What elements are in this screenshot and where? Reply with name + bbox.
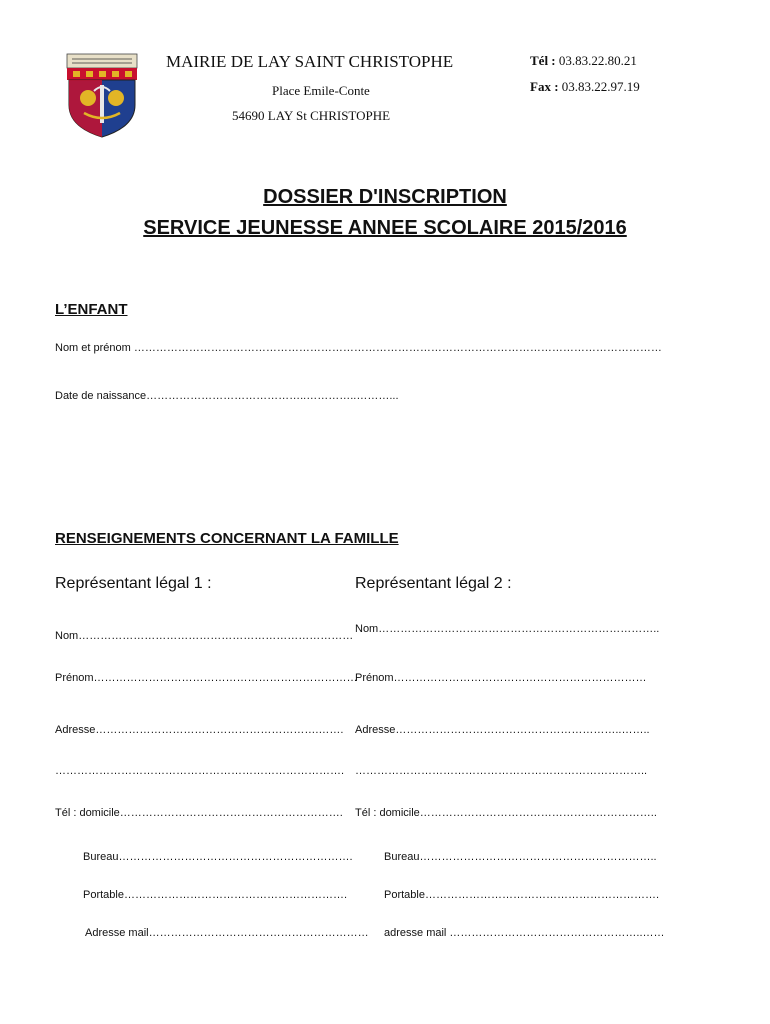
section-heading-famille: RENSEIGNEMENTS CONCERNANT LA FAMILLE <box>55 530 399 547</box>
rep1-heading: Représentant légal 1 : <box>55 575 212 592</box>
coat-of-arms-icon <box>66 53 138 139</box>
rep1-adresse-mail-field[interactable]: Adresse mail…………………………………………………… <box>85 927 369 939</box>
nom-prenom-field[interactable]: Nom et prénom ……………………………………………………………………………………………………………………………… <box>55 342 662 354</box>
mairie-name: MAIRIE DE LAY SAINT CHRISTOPHE <box>166 52 454 71</box>
fax-label: Fax : <box>530 79 559 94</box>
section-heading-enfant: L’ENFANT <box>55 301 128 318</box>
fax-value: 03.83.22.97.19 <box>561 79 640 94</box>
rep1-bureau-field[interactable]: Bureau………………………………………………………. <box>83 851 353 863</box>
rep1-tel-domicile-field[interactable]: Tél : domicile……………………………………………………. <box>55 807 343 819</box>
rep2-portable-field[interactable]: Portable………………………………………………………. <box>384 889 660 901</box>
address-line-2: 54690 LAY St CHRISTOPHE <box>232 108 391 123</box>
fax-line <box>530 79 640 95</box>
rep2-heading: Représentant légal 2 : <box>355 575 512 592</box>
address-line-1: Place Emile-Conte <box>272 83 370 98</box>
rep1-nom-field[interactable]: Nom………………………………………………………………… <box>55 630 354 642</box>
document-title-line-2: SERVICE JEUNESSE ANNEE SCOLAIRE 2015/2016 <box>143 217 627 239</box>
rep1-portable-field[interactable]: Portable……………………………………………………. <box>83 889 348 901</box>
tel-line <box>530 53 637 69</box>
rep2-tel-domicile-field[interactable]: Tél : domicile……………………………………………………….. <box>355 807 657 819</box>
date-naissance-field[interactable]: Date de naissance……………………………………..…………..………... <box>55 390 399 402</box>
rep1-adresse2-field[interactable]: ……………………………………………………………………. <box>55 765 345 777</box>
rep2-adresse-field[interactable]: Adresse……………………………………………………..…….. <box>355 724 650 736</box>
rep2-adresse2-field[interactable]: …………………………………………………………………….. <box>355 765 648 777</box>
rep2-adresse-mail-field[interactable]: adresse mail ……………………………………………..…… <box>384 927 665 939</box>
tel-label: Tél : <box>530 53 556 68</box>
rep2-nom-field[interactable]: Nom………………………………………………………………….. <box>355 623 660 635</box>
rep2-bureau-field[interactable]: Bureau……………………………………………………….. <box>384 851 657 863</box>
rep1-prenom-field[interactable]: Prénom……………………………………………………………… <box>55 672 358 684</box>
tel-value: 03.83.22.80.21 <box>558 53 637 68</box>
rep2-prenom-field[interactable]: Prénom…………………………………………………………… <box>355 672 647 684</box>
rep1-adresse-field[interactable]: Adresse…………………………………………………….……. <box>55 724 344 736</box>
document-title-line-1: DOSSIER D'INSCRIPTION <box>263 186 507 208</box>
